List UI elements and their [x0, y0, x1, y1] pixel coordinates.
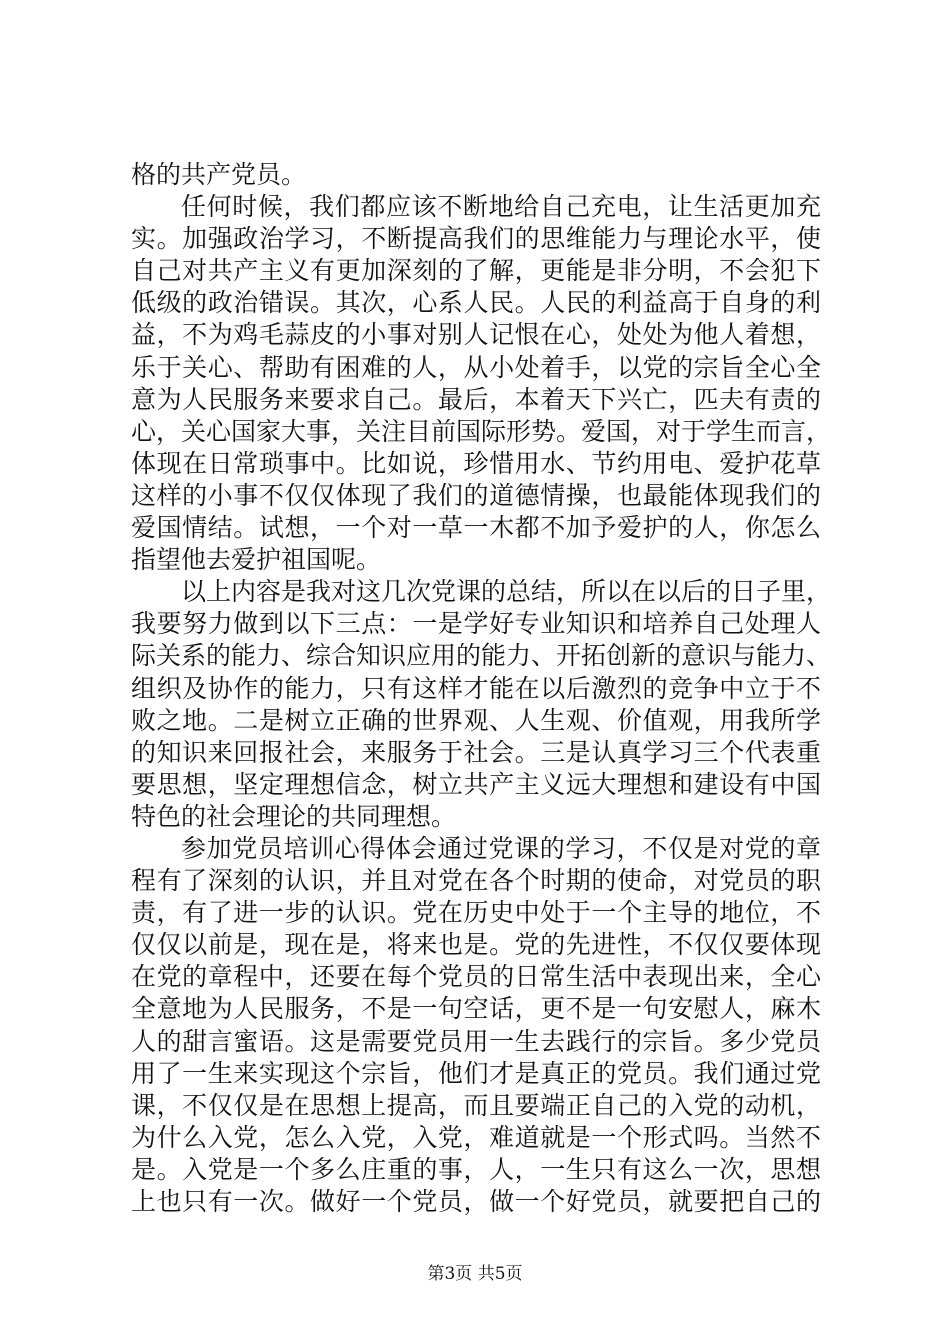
text-line: 心，关心国家大事，关注目前国际形势。爱国，对于学生而言，	[131, 416, 832, 446]
text-line: 课，不仅仅是在思想上提高，而且要端正自己的入党的动机，	[131, 1090, 821, 1120]
text-line: 意为人民服务来要求自己。最后，本着天下兴亡，匹夫有责的	[131, 384, 821, 414]
page-number-footer: 第3页 共5页	[427, 1264, 523, 1284]
text-line: 责，有了进一步的认识。党在历史中处于一个主导的地位，不	[131, 898, 821, 928]
text-line: 自己对共产主义有更加深刻的了解，更能是非分明，不会犯下	[131, 256, 821, 286]
text-line: 爱国情结。试想，一个对一草一木都不加予爱护的人，你怎么	[131, 513, 821, 543]
text-line: 仅仅以前是，现在是，将来也是。党的先进性，不仅仅要体现	[131, 930, 821, 960]
text-line: 益，不为鸡毛蒜皮的小事对别人记恨在心，处处为他人着想，	[131, 320, 821, 350]
text-line: 指望他去爱护祖国呢。	[131, 545, 382, 575]
text-line: 参加党员培训心得体会通过党课的学习，不仅是对党的章	[181, 833, 821, 863]
text-line: 程有了深刻的认识，并且对党在各个时期的使命，对党员的职	[131, 866, 821, 896]
text-line: 体现在日常琐事中。比如说，珍惜用水、节约用电、爱护花草	[131, 448, 821, 478]
text-line: 败之地。二是树立正确的世界观、人生观、价值观，用我所学	[131, 705, 821, 735]
text-line: 是。入党是一个多么庄重的事，人，一生只有这么一次，思想	[131, 1154, 821, 1184]
text-line: 上也只有一次。做好一个党员，做一个好党员，就要把自己的	[131, 1187, 821, 1216]
text-line: 低级的政治错误。其次，心系人民。人民的利益高于自身的利	[131, 288, 821, 318]
text-line: 组织及协作的能力，只有这样才能在以后激烈的竞争中立于不	[131, 673, 821, 703]
text-line: 用了一生来实现这个宗旨，他们才是真正的党员。我们通过党	[131, 1058, 821, 1088]
text-line: 的知识来回报社会，来服务于社会。三是认真学习三个代表重	[131, 737, 821, 767]
text-line: 人的甜言蜜语。这是需要党员用一生去践行的宗旨。多少党员	[131, 1026, 821, 1056]
text-line: 乐于关心、帮助有困难的人，从小处着手，以党的宗旨全心全	[131, 352, 821, 382]
text-line: 为什么入党，怎么入党，入党，难道就是一个形式吗。当然不	[131, 1122, 821, 1152]
text-line: 我要努力做到以下三点：一是学好专业知识和培养自己处理人	[131, 609, 821, 639]
text-line: 这样的小事不仅仅体现了我们的道德情操，也最能体现我们的	[131, 480, 821, 510]
text-line: 在党的章程中，还要在每个党员的日常生活中表现出来，全心	[131, 962, 821, 992]
text-line: 际关系的能力、综合知识应用的能力、开拓创新的意识与能力、	[131, 641, 832, 671]
body-text	[131, 159, 832, 1218]
text-line: 全意地为人民服务，不是一句空话，更不是一句安慰人，麻木	[131, 994, 821, 1024]
text-line: 特色的社会理论的共同理想。	[131, 801, 457, 831]
text-line: 任何时候，我们都应该不断地给自己充电，让生活更加充	[181, 192, 821, 222]
text-line: 实。加强政治学习，不断提高我们的思维能力与理论水平，使	[131, 224, 821, 254]
text-line: 格的共产党员。	[131, 160, 307, 189]
text-line: 要思想，坚定理想信念，树立共产主义远大理想和建设有中国	[131, 769, 821, 799]
text-line: 以上内容是我对这几次党课的总结，所以在以后的日子里，	[181, 577, 832, 607]
